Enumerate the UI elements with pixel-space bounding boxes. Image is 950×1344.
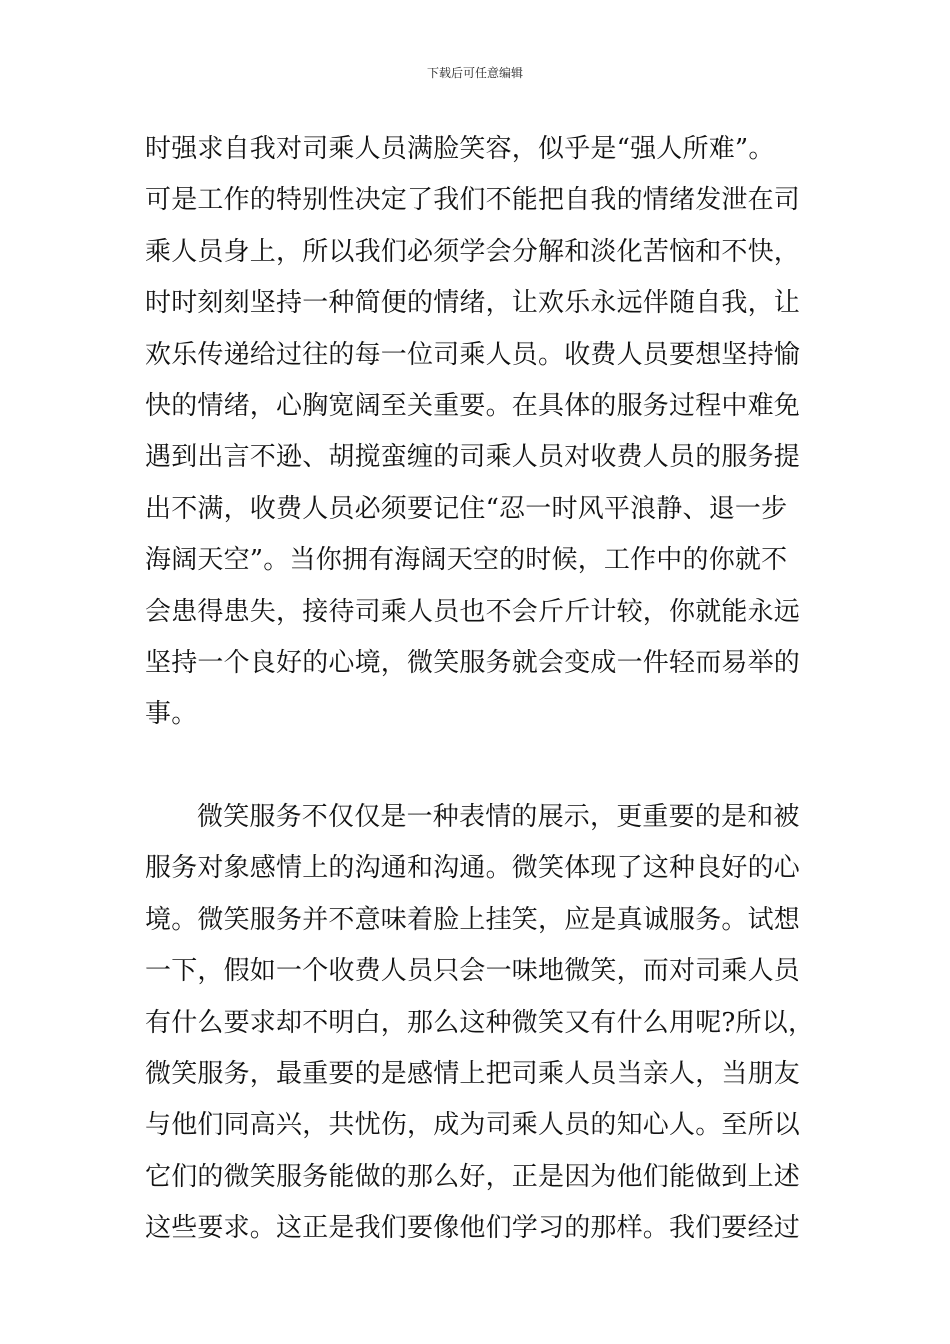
text-line: 时强求自我对司乘人员满脸笑容，似乎是“强人所难”。: [145, 134, 775, 164]
text-line: 与他们同高兴，共忧伤，成为司乘人员的知心人。至所以: [145, 1110, 801, 1141]
paragraph-spacer: [145, 741, 825, 792]
text-line: 遇到出言不逊、胡搅蛮缠的司乘人员对收费人员的服务提: [145, 442, 801, 473]
text-line: 时时刻刻坚持一种简便的情绪，让欢乐永远伴随自我，让: [145, 288, 801, 319]
text-line: 海阔天空”。当你拥有海阔天空的时候，工作中的你就不: [145, 545, 788, 576]
text-line: 有什么要求却不明白，那么这种微笑又有什么用呢?所以，: [145, 1007, 815, 1038]
text-line: 境。微笑服务并不意味着脸上挂笑，应是真诚服务。试想: [145, 904, 801, 935]
text-line: 可是工作的特别性决定了我们不能把自我的情绪发泄在司: [145, 185, 801, 216]
page-header: 下载后可任意编辑: [426, 66, 523, 80]
text-line: 事。: [145, 699, 198, 730]
document-body: [145, 124, 825, 1255]
paragraph-1: [145, 124, 825, 741]
text-line: 出不满，收费人员必须要记住“忍一时风平浪静、退一步: [145, 493, 788, 524]
text-line-indented: 微笑服务不仅仅是一种表情的展示，更重要的是和被: [197, 802, 800, 833]
text-line: 坚持一个良好的心境，微笑服务就会变成一件轻而易举的: [145, 647, 801, 678]
text-line: 欢乐传递给过往的每一位司乘人员。收费人员要想坚持愉: [145, 339, 801, 370]
text-line: 会患得患失，接待司乘人员也不会斤斤计较，你就能永远: [145, 596, 801, 627]
text-line: 微笑服务，最重要的是感情上把司乘人员当亲人，当朋友: [145, 1059, 801, 1090]
text-line: 这些要求。这正是我们要像他们学习的那样。我们要经过: [145, 1213, 801, 1244]
paragraph-2: [145, 792, 825, 1255]
text-line: 它们的微笑服务能做的那么好，正是因为他们能做到上述: [145, 1161, 801, 1192]
text-line: 一下，假如一个收费人员只会一味地微笑，而对司乘人员: [145, 956, 801, 987]
text-line: 乘人员身上，所以我们必须学会分解和淡化苦恼和不快，: [145, 236, 801, 267]
text-line: 服务对象感情上的沟通和沟通。微笑体现了这种良好的心: [145, 853, 801, 884]
text-line: 快的情绪，心胸宽阔至关重要。在具体的服务过程中难免: [145, 390, 801, 421]
